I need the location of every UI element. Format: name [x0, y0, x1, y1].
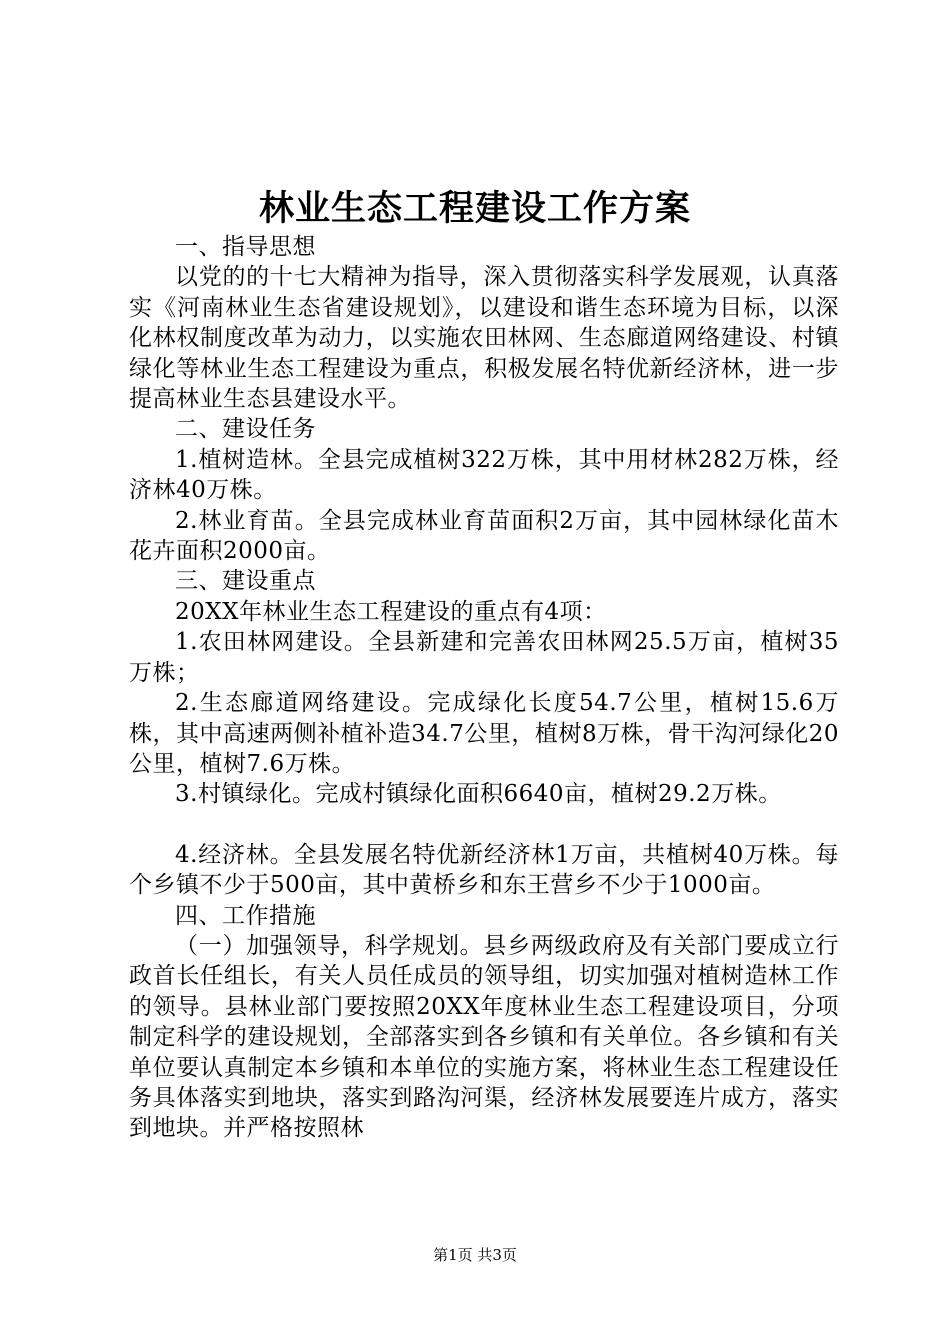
document-title: 林业生态工程建设工作方案 — [258, 188, 691, 229]
section-heading-3: 三、建设重点 — [175, 568, 316, 595]
document-body — [129, 232, 839, 1144]
paragraph-task-2: 2.林业育苗。全县完成林业育苗面积2万亩，其中园林绿化苗木花卉面积2000亩。 — [129, 507, 839, 565]
section-heading-1: 一、指导思想 — [175, 234, 316, 260]
page-footer: 第1页 共3页 — [433, 1246, 517, 1264]
paragraph-key-point-3: 3.村镇绿化。完成村镇绿化面积6640亩，植树29.2万株。 — [175, 781, 782, 808]
section-heading-2: 二、建设任务 — [175, 416, 316, 443]
paragraph-measure-1: （一）加强领导，科学规划。县乡两级政府及有关部门要成立行政首长任组长，有关人员任成员的领导组，切实加强对植树造林工作的领导。县林业部门要按照20XX年度林业生态工程建设项目，分项制定科学的建设规划，全部落实到各乡镇和有关单位。各乡镇和有关单位要认真制定本乡镇和本单位的实施方案，将林业生态工程建设任务具体落实到地块，落实到路沟河渠，经济林发展要连片成方，落实到地块。并严格按照林 — [129, 932, 839, 1142]
section-heading-4: 四、工作措施 — [175, 902, 316, 929]
paragraph-key-point-1: 1.农田林网建设。全县新建和完善农田林网25.5万亩，植树35万株； — [129, 629, 839, 686]
paragraph-key-point-4: 4.经济林。全县发展名特优新经济林1万亩，共植树40万株。每个乡镇不少于500亩，其中黄桥乡和东王营乡不少于1000亩。 — [129, 841, 839, 899]
paragraph-guiding-ideology: 以党的的十七大精神为指导，深入贯彻落实科学发展观，认真落实《河南林业生态省建设规划》，以建设和谐生态环境为目标，以深化林权制度改革为动力，以实施农田林网、生态廊道网络建设、村镇绿化等林业生态工程建设为重点，积极发展名特优新经济林，进一步提高林业生态县建设水平。 — [129, 264, 839, 413]
paragraph-key-point-2: 2.生态廊道网络建设。完成绿化长度54.7公里，植树15.6万株，其中高速两侧补植补造34.7公里，植树8万株，骨干沟河绿化20公里，植树7.6万株。 — [129, 690, 839, 777]
paragraph-key-points-intro: 20XX年林业生态工程建设的重点有4项： — [175, 598, 607, 625]
paragraph-task-1: 1.植树造林。全县完成植树322万株，其中用材林282万株，经济林40万株。 — [129, 446, 839, 504]
